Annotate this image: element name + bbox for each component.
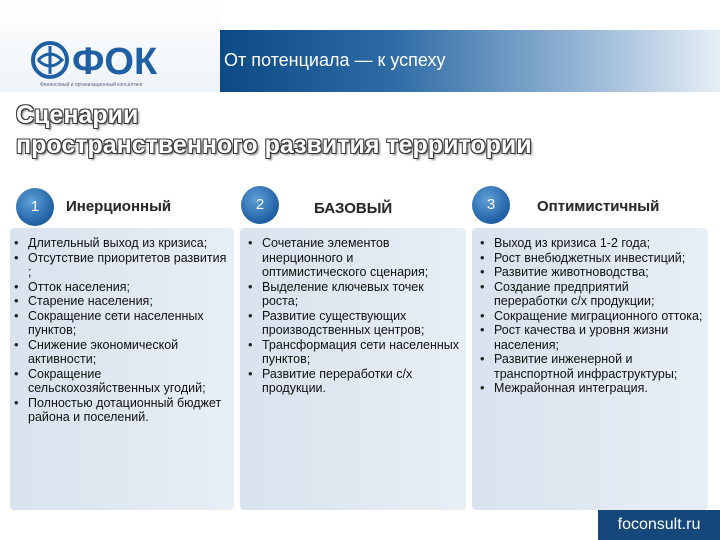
list-item: • Трансформация сети населенных пунктов; (246, 338, 460, 367)
scenario-panel-inertial (10, 228, 234, 510)
list-item: • Полностью дотационный бюджет района и поселений. (12, 396, 228, 425)
scenario-number-badge: 1 (16, 188, 54, 226)
scenario-list (10, 228, 234, 425)
list-item: • Рост внебюджетных инвестиций; (478, 251, 704, 266)
list-item: • Длительный выход из кризиса; (12, 236, 228, 251)
list-item: • Сокращение сети населенных пунктов; (12, 309, 228, 338)
logo-text: ФОК (72, 41, 158, 82)
logo-panel (0, 0, 220, 92)
list-item: • Создание предприятий переработки с/х продукции; (478, 280, 704, 309)
scenario-title: Инерционный (66, 198, 172, 215)
list-item: • Выход из кризиса 1-2 года; (478, 236, 704, 251)
list-item: • Снижение экономической активности; (12, 338, 228, 367)
scenario-number-badge: 2 (241, 186, 279, 224)
logo-caption: Финансовый и организационный консалтинг (40, 82, 143, 88)
site-link[interactable]: foconsult.ru (598, 510, 720, 540)
list-item: • Межрайонная интеграция. (478, 381, 704, 396)
list-item: • Сокращение сельскохозяйственных угодий; (12, 367, 228, 396)
scenario-number-badge: 3 (472, 186, 510, 224)
page-title (16, 100, 706, 160)
list-item: • Выделение ключевых точек роста; (246, 280, 460, 309)
slogan-text: От потенциала — к успеху (224, 50, 446, 70)
list-item: • Сочетание элементов инерционного и оптимистического сценария; (246, 236, 460, 280)
scenario-panel-base (240, 228, 466, 510)
list-item: • Старение населения; (12, 294, 228, 309)
title-line-1: Сценарии (16, 101, 139, 129)
list-item: • Развитие инженерной и транспортной инфраструктуры; (478, 352, 704, 381)
title-line-2: пространственного развития территории (16, 131, 532, 159)
scenario-panel-optimistic (472, 228, 708, 510)
list-item: • Развитие существующих производственных центров; (246, 309, 460, 338)
header (0, 0, 720, 100)
scenario-title: Оптимистичный (537, 198, 660, 215)
list-item: • Развитие переработки с/х продукции. (246, 367, 460, 396)
scenario-list (472, 228, 708, 396)
list-item: • Рост качества и уровня жизни населения; (478, 323, 704, 352)
list-item: • Отсутствие приоритетов развития ; (12, 251, 228, 280)
scenario-title: БАЗОВЫЙ (314, 200, 393, 217)
list-item: • Сокращение миграционного оттока; (478, 309, 704, 324)
fok-logo (30, 38, 175, 87)
list-item: • Развитие животноводства; (478, 265, 704, 280)
list-item: • Отток населения; (12, 280, 228, 295)
scenario-list (240, 228, 466, 396)
